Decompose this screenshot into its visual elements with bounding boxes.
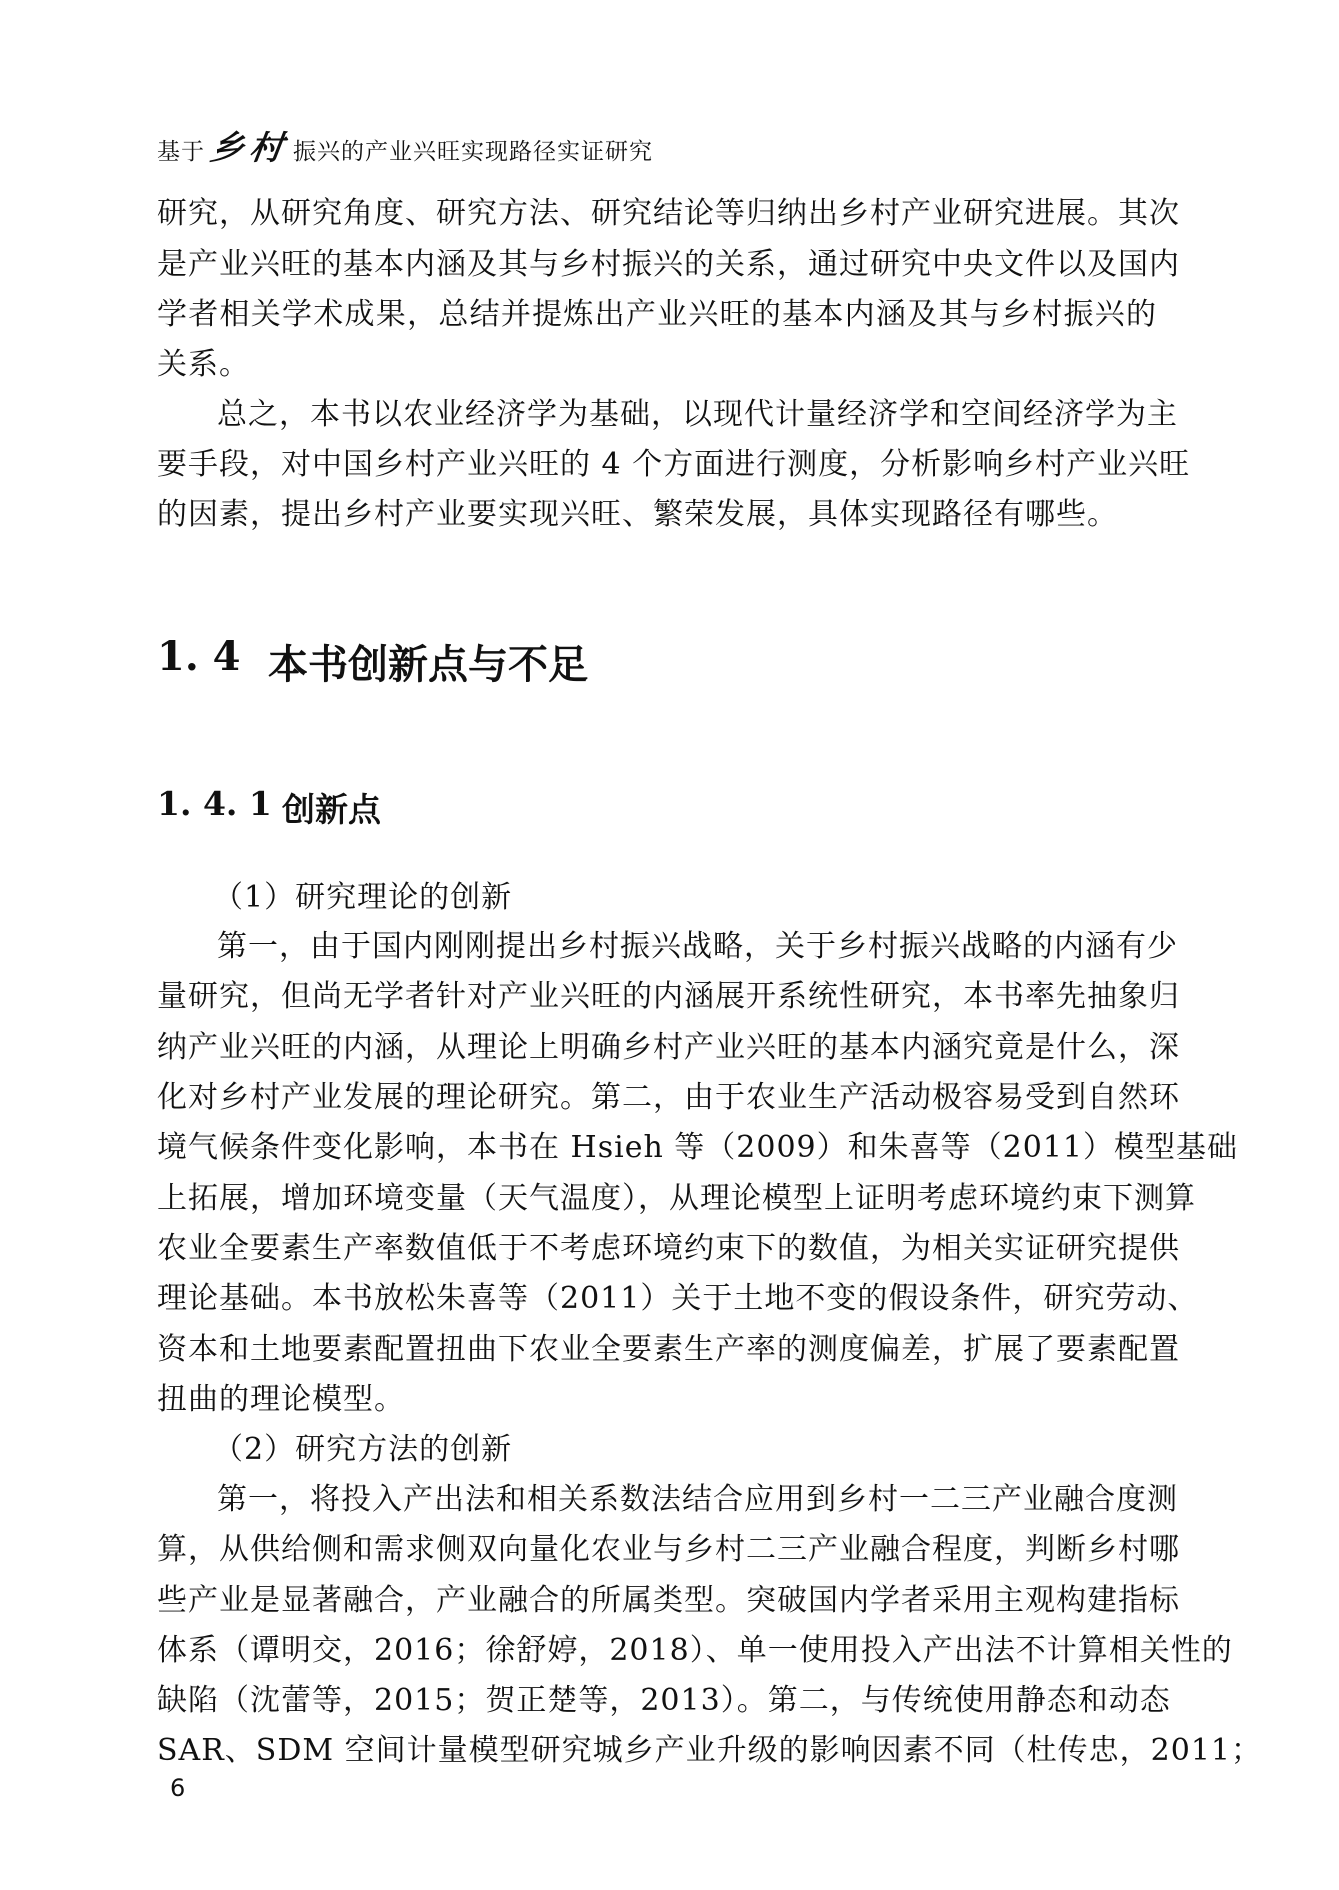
- paragraph-line: 的因素，提出乡村产业要实现兴旺、繁荣发展，具体实现路径有哪些。: [157, 497, 1118, 532]
- paragraph-line: 资本和土地要素配置扭曲下农业全要素生产率的测度偏差，扩展了要素配置: [157, 1332, 1180, 1367]
- subsection-title: 创新点: [282, 790, 381, 829]
- paragraph-line: 农业全要素生产率数值低于不考虑环境约束下的数值，为相关实证研究提供: [157, 1231, 1180, 1266]
- paragraph-line: 理论基础。本书放松朱喜等（2011）关于土地不变的假设条件，研究劳动、: [157, 1281, 1199, 1316]
- paragraph-line: SAR、SDM 空间计量模型研究城乡产业升级的影响因素不同（杜传忠，2011；: [157, 1733, 1263, 1768]
- section-heading: [157, 633, 588, 690]
- running-header-suffix: 振兴的产业兴旺实现路径实证研究: [293, 139, 653, 165]
- subsection-heading: [157, 784, 381, 831]
- paragraph-line: 是产业兴旺的基本内涵及其与乡村振兴的关系，通过研究中央文件以及国内: [157, 247, 1180, 282]
- paragraph-line: 量研究，但尚无学者针对产业兴旺的内涵展开系统性研究，本书率先抽象归: [157, 979, 1180, 1014]
- paragraph-line: 学者相关学术成果，总结并提炼出产业兴旺的基本内涵及其与乡村振兴的: [157, 297, 1157, 332]
- paragraph-line: 上拓展，增加环境变量（天气温度），从理论模型上证明考虑环境约束下测算: [157, 1181, 1196, 1216]
- item-heading: （2）研究方法的创新: [213, 1432, 513, 1467]
- item-heading: （1）研究理论的创新: [213, 880, 513, 915]
- paragraph-line: 些产业是显著融合，产业融合的所属类型。突破国内学者采用主观构建指标: [157, 1583, 1180, 1618]
- paragraph-line: 缺陷（沈蕾等，2015；贺正楚等，2013）。第二，与传统使用静态和动态: [157, 1683, 1171, 1718]
- paragraph-line: 关系。: [157, 347, 250, 382]
- paragraph-line: 化对乡村产业发展的理论研究。第二，由于农业生产活动极容易受到自然环: [157, 1080, 1180, 1115]
- page-number: 6: [170, 1774, 186, 1802]
- paragraph-line: 第一，由于国内刚刚提出乡村振兴战略，关于乡村振兴战略的内涵有少: [217, 929, 1178, 964]
- paragraph-line: 研究，从研究角度、研究方法、研究结论等归纳出乡村产业研究进展。其次: [157, 196, 1180, 231]
- paragraph-line: 第一，将投入产出法和相关系数法结合应用到乡村一二三产业融合度测: [217, 1482, 1178, 1517]
- paragraph-line: 总之，本书以农业经济学为基础，以现代计量经济学和空间经济学为主: [217, 397, 1178, 432]
- section-title: 本书创新点与不足: [268, 641, 588, 688]
- paragraph-line: 纳产业兴旺的内涵，从理论上明确乡村产业兴旺的基本内涵究竟是什么，深: [157, 1030, 1180, 1065]
- subsection-number: 1. 4. 1: [157, 784, 272, 823]
- paragraph-line: 体系（谭明交，2016；徐舒婷，2018）、单一使用投入产出法不计算相关性的: [157, 1633, 1233, 1668]
- paragraph-line: 算，从供给侧和需求侧双向量化农业与乡村二三产业融合程度，判断乡村哪: [157, 1532, 1180, 1567]
- running-header-prefix: 基于: [157, 139, 205, 165]
- paragraph-line: 要手段，对中国乡村产业兴旺的 4 个方面进行测度，分析影响乡村产业兴旺: [157, 447, 1191, 482]
- running-header: [157, 122, 653, 169]
- paragraph-line: 扭曲的理论模型。: [157, 1382, 405, 1417]
- paragraph-line: 境气候条件变化影响，本书在 Hsieh 等（2009）和朱喜等（2011）模型基础: [157, 1130, 1238, 1165]
- section-number: 1. 4: [157, 633, 241, 680]
- running-header-brush-text: 乡村: [207, 128, 292, 167]
